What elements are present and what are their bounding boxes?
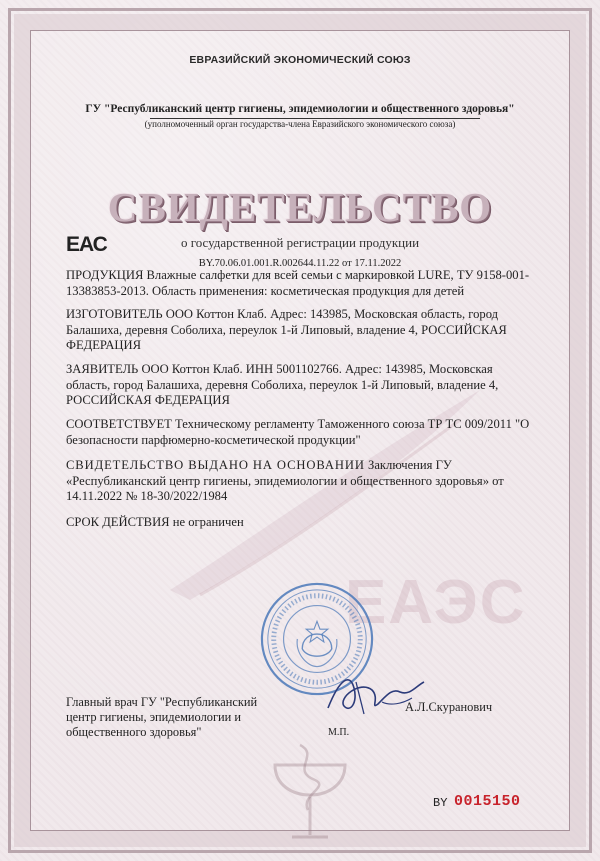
product-label: ПРОДУКЦИЯ xyxy=(66,268,144,282)
applicant-label: ЗАЯВИТЕЛЬ xyxy=(66,362,139,376)
eac-mark: ЕАС xyxy=(66,233,107,256)
basis-text: Заключения ГУ «Республиканский центр гигиены, эпидемиологии и общественного здоровья» от 14.11.2022 № 18-30/2022/1984 xyxy=(66,458,504,504)
organization-note: (уполномоченный орган государства-члена Евразийского экономического союза) xyxy=(144,119,456,129)
compliance-section xyxy=(66,417,536,448)
validity-section xyxy=(66,515,536,531)
basis-section xyxy=(66,458,536,505)
watermark-eaes: ЕАЭС xyxy=(345,568,527,637)
signatory-name: А.Л.Скуранович xyxy=(405,700,493,714)
manufacturer-section xyxy=(66,307,536,354)
validity-label: СРОК ДЕЙСТВИЯ xyxy=(66,515,170,529)
manufacturer-label: ИЗГОТОВИТЕЛЬ xyxy=(66,307,163,321)
certificate-title: СВИДЕТЕЛЬСТВО xyxy=(107,184,493,230)
stamp-place-label: М.П. xyxy=(328,727,350,738)
issuing-organization: ГУ "Республиканский центр гигиены, эпидемиологии и общественного здоровья" xyxy=(85,103,515,115)
compliance-label: СООТВЕТСТВУЕТ xyxy=(66,417,172,431)
signatory-position-line: общественного здоровья" xyxy=(66,725,202,739)
product-section xyxy=(66,268,536,299)
validity-text: не ограничен xyxy=(172,515,244,529)
certificate-subtitle: о государственной регистрации продукции xyxy=(180,235,420,250)
bowl-of-hygieia-emblem-icon xyxy=(230,735,390,845)
product-text: Влажные салфетки для всей семьи с маркировкой LURE, ТУ 9158-001-13383853-2013. Область применения: косметическая продукция для детей xyxy=(66,268,530,298)
signatory-position xyxy=(66,695,266,740)
manufacturer-text: ООО Коттон Клаб. Адрес: 143985, Московская область, город Балашиха, деревня Соболиха, переулок 1-й Липовый, владение 4, РОССИЙСКАЯ ФЕДЕРАЦИЯ xyxy=(66,307,507,353)
compliance-text: Техническому регламенту Таможенного союза ТР ТС 009/2011 "О безопасности парфюмерно-косметической продукции" xyxy=(66,417,530,447)
applicant-section xyxy=(66,362,536,409)
serial-number: 0015150 xyxy=(454,793,521,810)
signatory-position-line: центр гигиены, эпидемиологии и xyxy=(66,710,242,724)
signatory-position-line: Главный врач ГУ "Республиканский xyxy=(66,695,258,709)
serial-prefix: BY xyxy=(433,796,448,810)
registration-number: BY.70.06.01.001.R.002644.11.22 от 17.11.2022 xyxy=(198,258,402,269)
applicant-text: ООО Коттон Клаб. ИНН 5001102766. Адрес: 143985, Московская область, город Балашиха, деревня Соболиха, переулок 1-й Липовый, владение 4, РОССИЙСКАЯ ФЕДЕРАЦИЯ xyxy=(66,362,499,408)
basis-label: СВИДЕТЕЛЬСТВО ВЫДАНО НА ОСНОВАНИИ xyxy=(66,458,365,472)
union-heading: ЕВРАЗИЙСКИЙ ЭКОНОМИЧЕСКИЙ СОЮЗ xyxy=(189,54,411,66)
